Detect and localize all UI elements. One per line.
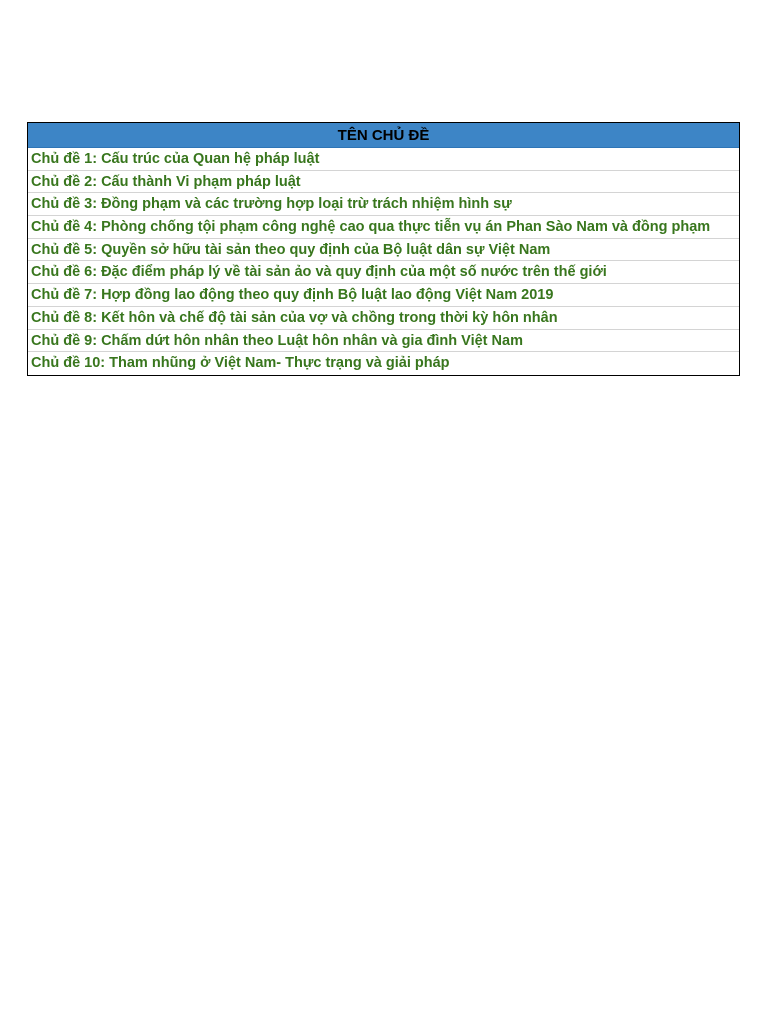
table-row: Chủ đề 1: Cấu trúc của Quan hệ pháp luật	[28, 148, 739, 171]
table-header: TÊN CHỦ ĐỀ	[28, 123, 739, 148]
table-row: Chủ đề 8: Kết hôn và chế độ tài sản của vợ và chồng trong thời kỳ hôn nhân	[28, 307, 739, 330]
table-row: Chủ đề 6: Đặc điểm pháp lý về tài sản ảo và quy định của một số nước trên thế giới	[28, 261, 739, 284]
table-row: Chủ đề 10: Tham nhũng ở Việt Nam- Thực trạng và giải pháp	[31, 355, 450, 372]
table-row: Chủ đề 4: Phòng chống tội phạm công nghệ cao qua thực tiễn vụ án Phan Sào Nam và đồng phạm	[28, 216, 739, 239]
table-row: Chủ đề 3: Đồng phạm và các trường hợp loại trừ trách nhiệm hình sự	[28, 193, 739, 216]
table-row: Chủ đề 7: Hợp đồng lao động theo quy định Bộ luật lao động Việt Nam 2019	[28, 284, 739, 307]
topic-table	[27, 122, 740, 376]
table-row: Chủ đề 5: Quyền sở hữu tài sản theo quy định của Bộ luật dân sự Việt Nam	[28, 239, 739, 262]
table-row: Chủ đề 9: Chấm dứt hôn nhân theo Luật hôn nhân và gia đình Việt Nam	[28, 330, 739, 353]
table-row: Chủ đề 2: Cấu thành Vi phạm pháp luật	[28, 171, 739, 194]
